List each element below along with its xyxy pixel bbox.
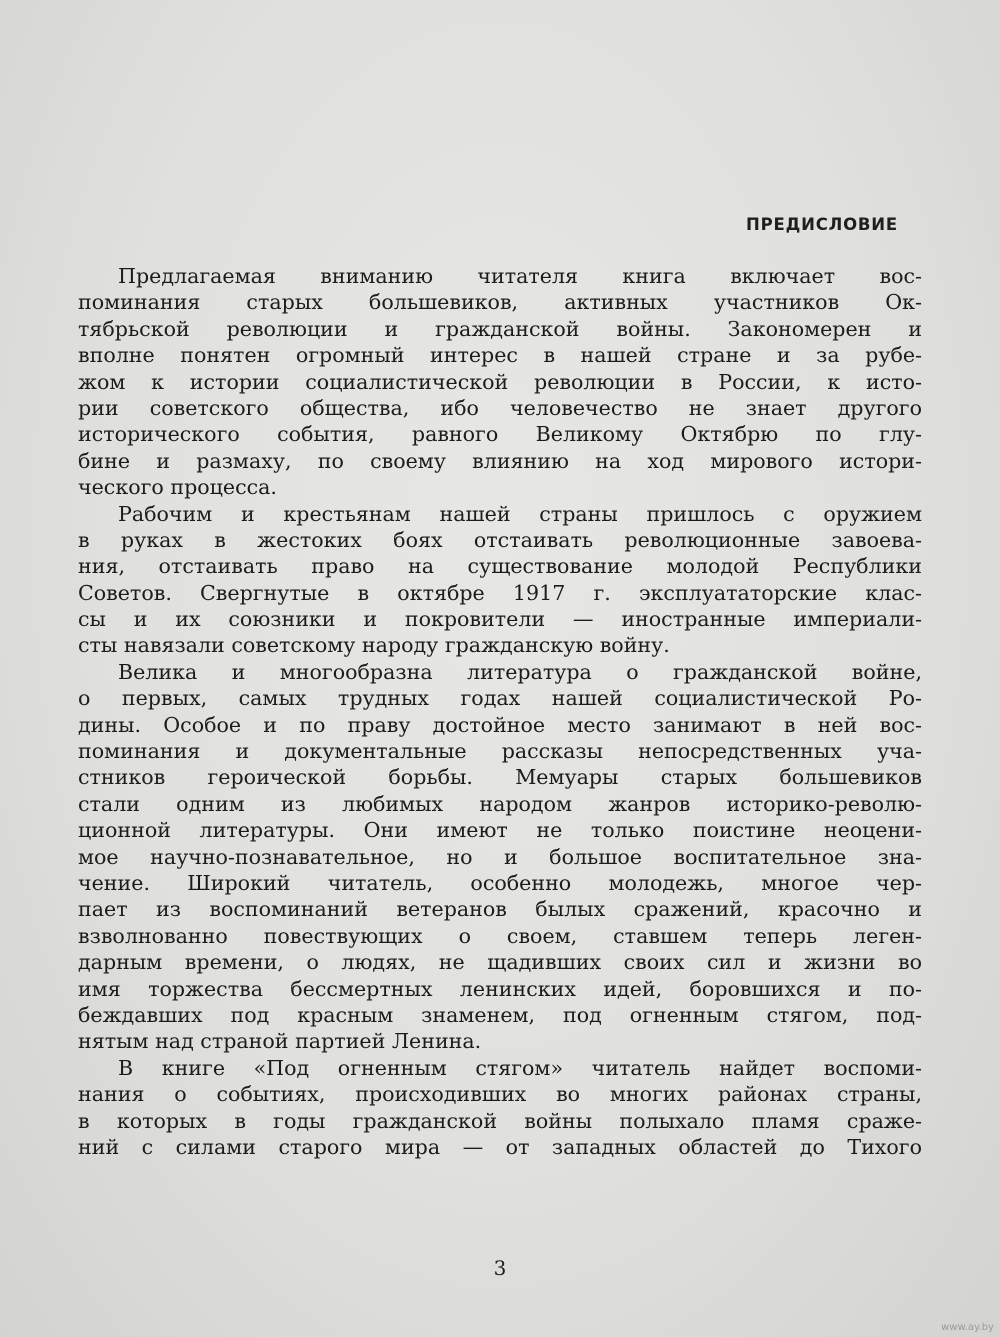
text-line: Рабочим и крестьянам нашей страны пришлось с оружием xyxy=(118,501,922,526)
text-line: ния, отстаивать право на существование молодой Республики xyxy=(78,554,922,579)
text-line: чение. Широкий читатель, особенно молодежь, многое чер- xyxy=(78,870,922,895)
watermark: www.ay.by xyxy=(941,1322,994,1333)
text-line: вполне понятен огромный интерес в нашей стране и за рубе- xyxy=(78,343,922,368)
text-line: сты навязали советскому народу гражданскую войну. xyxy=(78,633,670,658)
text-line: жом к истории социалистической революции в России, к исто- xyxy=(78,369,922,394)
text-line: исторического события, равного Великому Октябрю по глу- xyxy=(78,422,922,447)
section-heading: ПРЕДИСЛОВИЕ xyxy=(746,215,898,234)
text-line: в которых в годы гражданской войны полыхало пламя сраже- xyxy=(78,1108,922,1133)
text-line: стали одним из любимых народом жанров историко-револю- xyxy=(78,791,922,816)
text-line: в руках в жестоких боях отстаивать революционные завоева- xyxy=(78,527,922,552)
text-line: ционной литературы. Они имеют не только поистине неоцени- xyxy=(78,818,922,843)
text-line: дины. Особое и по праву достойное место занимают в ней вос- xyxy=(78,712,922,737)
text-line: беждавших под красным знаменем, под огненным стягом, под- xyxy=(78,1002,922,1027)
text-line: стников героической борьбы. Мемуары старых большевиков xyxy=(78,765,922,790)
text-line: сы и их союзники и покровители — иностранные империали- xyxy=(78,607,922,632)
text-line: тябрьской революции и гражданской войны. Закономерен и xyxy=(78,316,922,341)
text-line: ний с силами старого мира — от западных областей до Тихого xyxy=(78,1134,922,1159)
text-line: В книге «Под огненным стягом» читатель найдет воспоми- xyxy=(118,1055,922,1080)
text-line: поминания старых большевиков, активных участников Ок- xyxy=(78,290,922,315)
text-line: о первых, самых трудных годах нашей социалистической Ро- xyxy=(78,686,922,711)
text-line: имя торжества бессмертных ленинских идей, боровшихся и по- xyxy=(78,976,922,1001)
text-line: мое научно-познавательное, но и большое воспитательное зна- xyxy=(78,844,922,869)
text-line: взволнованно повествующих о своем, ставшем теперь леген- xyxy=(78,923,922,948)
page-number: 3 xyxy=(493,1256,507,1280)
text-line: ческого процесса. xyxy=(78,475,277,500)
text-line: Советов. Свергнутые в октябре 1917 г. эксплуататорские клас- xyxy=(78,580,922,605)
text-line: Предлагаемая вниманию читателя книга включает вос- xyxy=(118,264,922,288)
text-line: Велика и многообразна литература о гражданской войне, xyxy=(118,659,922,684)
text-line: дарным времени, о людях, не щадивших своих сил и жизни во xyxy=(78,950,922,975)
text-line: нятым над страной партией Ленина. xyxy=(78,1029,482,1054)
text-line: нания о событиях, происходивших во многих районах страны, xyxy=(78,1082,922,1107)
text-line: пает из воспоминаний ветеранов былых сражений, красочно и xyxy=(78,897,922,922)
text-line: рии советского общества, ибо человечество не знает другого xyxy=(78,395,922,420)
text-line: поминания и документальные рассказы непосредственных уча- xyxy=(78,739,922,764)
text-line: бине и размаху, по своему влиянию на ход мирового истори- xyxy=(78,448,922,473)
body-text xyxy=(78,263,922,1160)
